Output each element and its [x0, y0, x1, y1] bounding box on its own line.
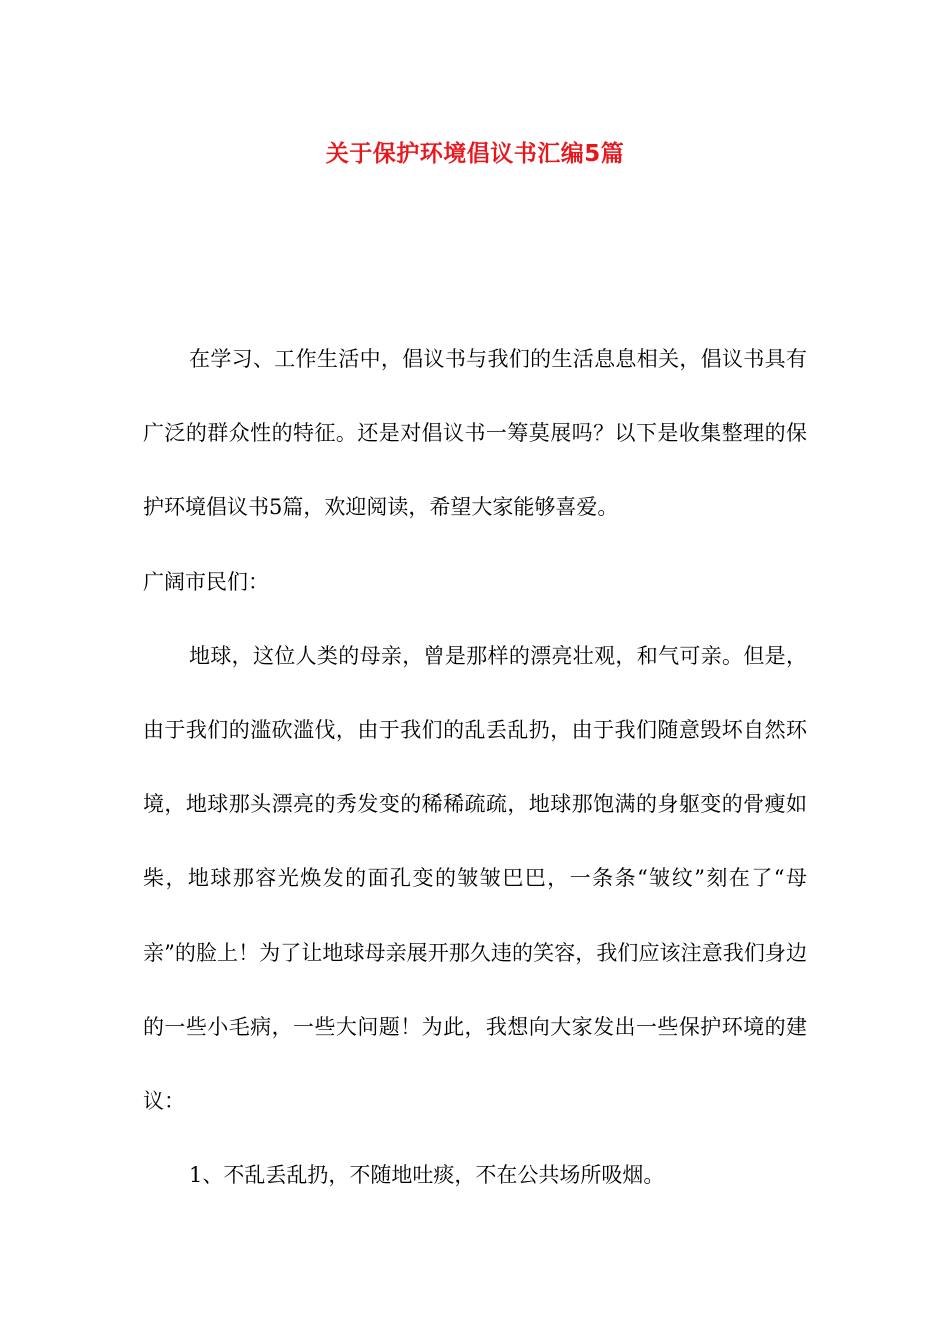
body-paragraph: 地球，这位人类的母亲，曾是那样的漂亮壮观，和气可亲。但是，由于我们的滥砍滥伐，由于我们的乱丢乱扔，由于我们随意毁坏自然环境，地球那头漂亮的秀发变的稀稀疏疏，地球那饱满的身躯变的骨瘦如柴，地球那容光焕发的面孔变的皱皱巴巴，一条条“皱纹”刻在了“母亲”的脸上！为了让地球母亲展开那久违的笑容，我们应该注意我们身边的一些小毛病，一些大问题！为此，我想向大家发出一些保护环境的建议：	[143, 643, 807, 1114]
document-title: 关于保护环境倡议书汇编5篇	[325, 141, 625, 167]
intro-paragraph: 在学习、工作生活中，倡议书与我们的生活息息相关，倡议书具有广泛的群众性的特征。还是对倡议书一筹莫展吗？以下是收集整理的保护环境倡议书5篇，欢迎阅读，希望大家能够喜爱。	[143, 347, 807, 520]
proposal-item-1: 1、不乱丢乱扔，不随地吐痰，不在公共场所吸烟。	[189, 1163, 665, 1188]
document-body	[143, 322, 807, 1212]
salutation: 广阔市民们：	[143, 569, 269, 594]
